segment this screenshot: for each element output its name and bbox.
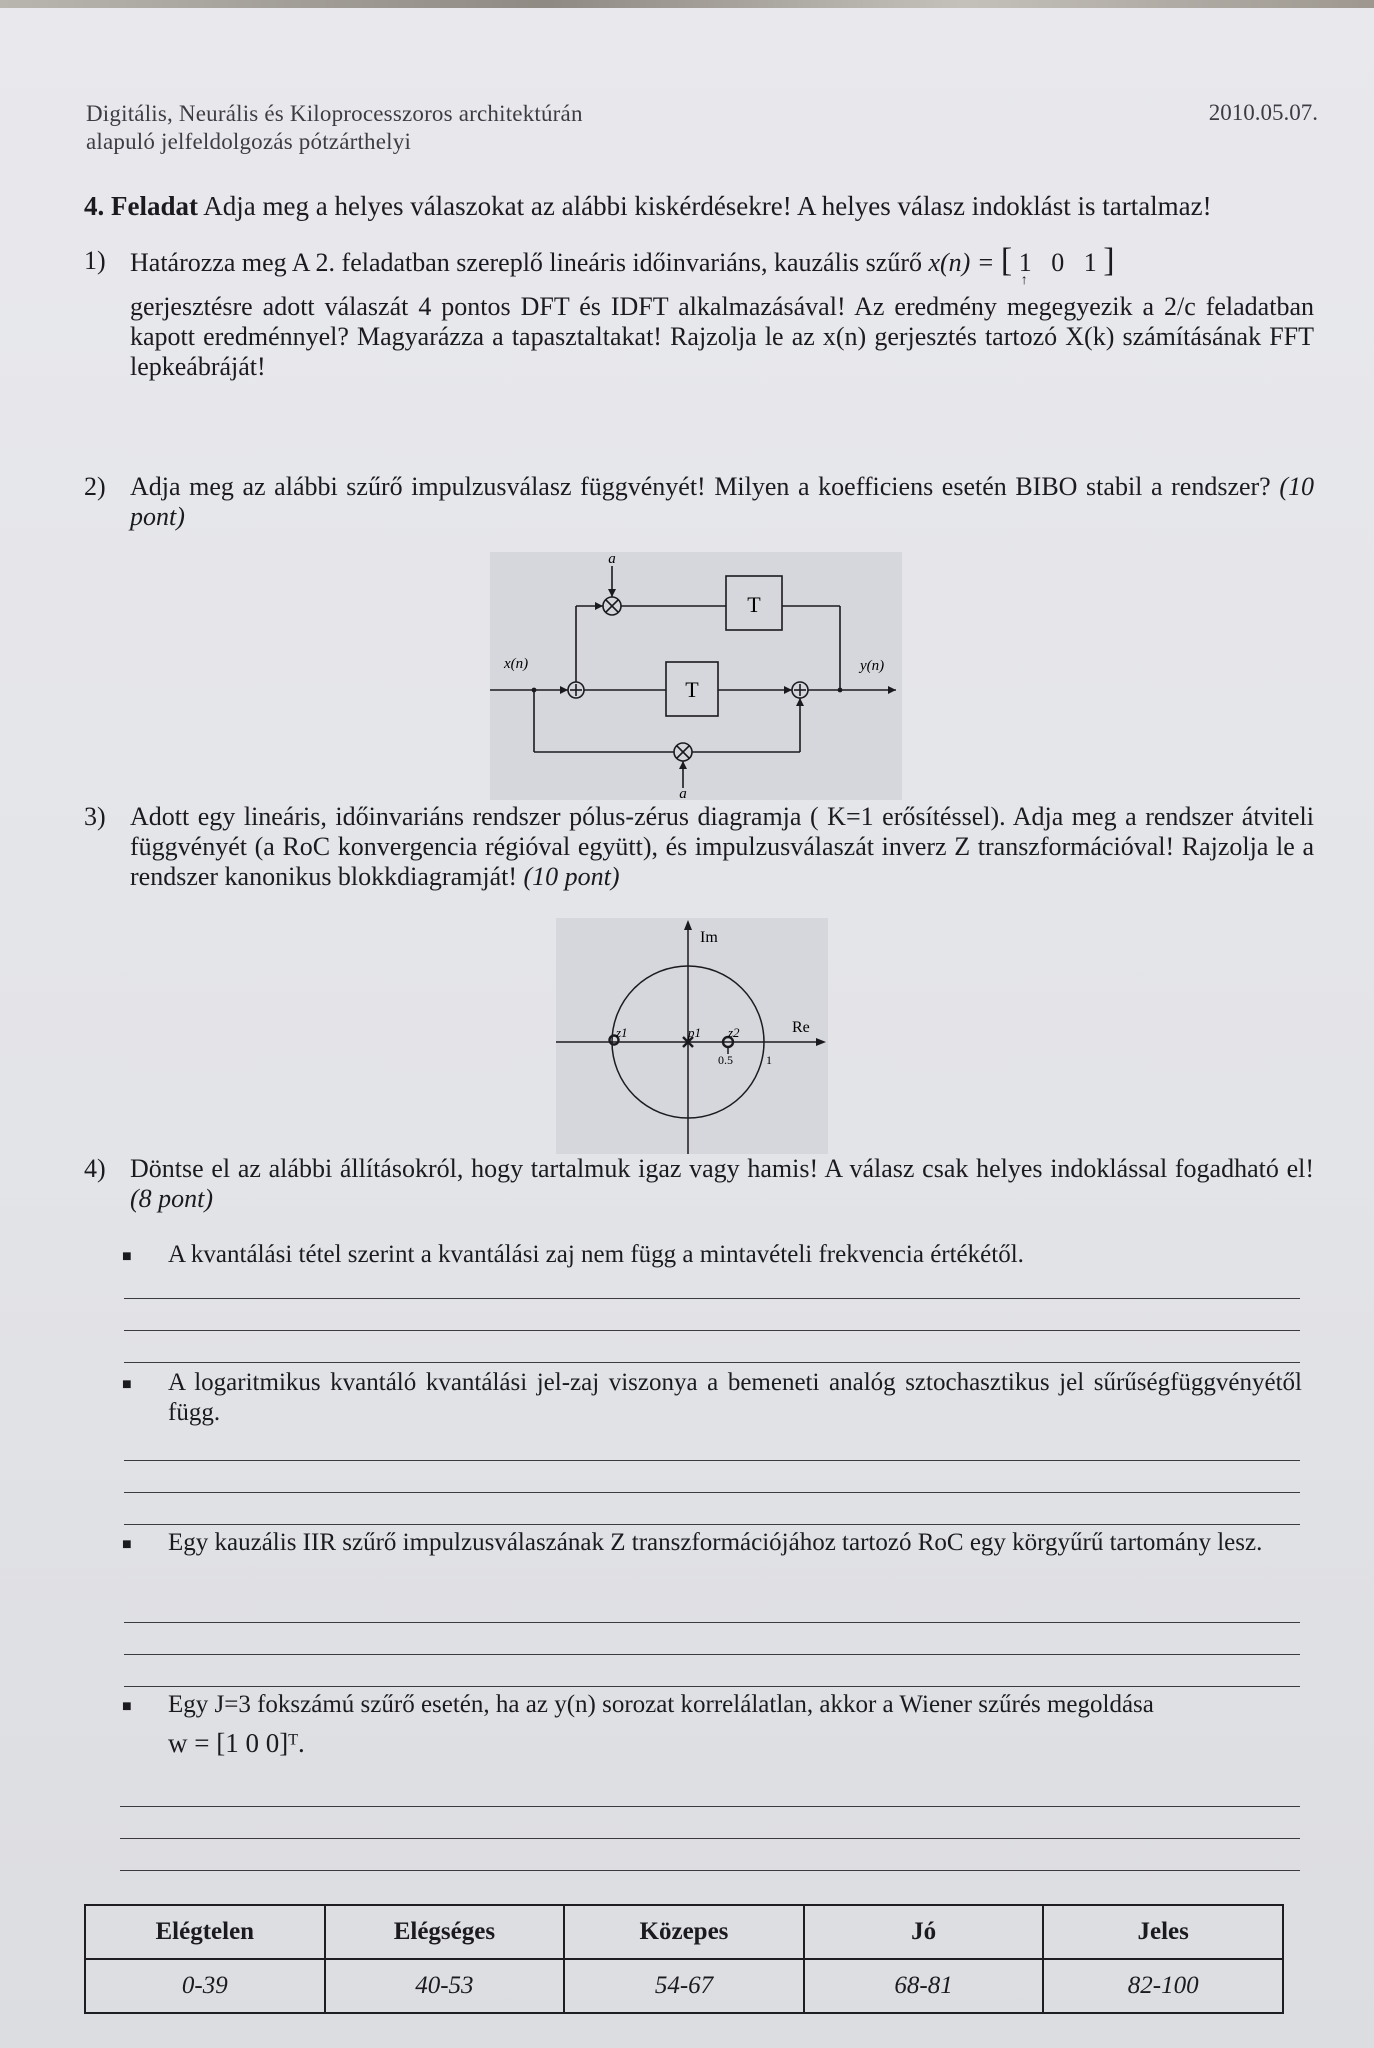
answer-line[interactable] (120, 1806, 1300, 1807)
pole-zero-plot (556, 918, 828, 1154)
course-title-line1: Digitális, Neurális és Kiloprocesszoros architektúrán (86, 101, 583, 126)
grade-range-row (85, 1959, 1283, 2013)
zero-2-label: z2 (728, 1025, 740, 1040)
excitation-vector: x(n) = [ 1 ↑ 0 1 ] (928, 242, 1115, 288)
course-title (86, 100, 846, 156)
tick-1: 1 (766, 1053, 772, 1067)
answer-line[interactable] (124, 1298, 1300, 1299)
grade-header-row (85, 1905, 1283, 1959)
task-heading (84, 190, 1324, 222)
question-2-points: (10 pont) (130, 472, 1314, 531)
statement-4-text: Egy J=3 fokszámú szűrő esetén, ha az y(n) sorozat korrelálatlan, akkor a Wiener szűrés megoldása (168, 1691, 1154, 1718)
vector-value-0: 1 (1018, 248, 1032, 277)
task-instruction: Adja meg a helyes válaszokat az alábbi kiskérdésekre! A helyes válasz indoklást is tartalmaz! (203, 191, 1212, 221)
answer-line[interactable] (120, 1870, 1300, 1871)
wiener-formula: w = [1 0 0]ᵀ. (168, 1728, 305, 1758)
filter-block-diagram (490, 552, 902, 800)
vector-value-1: 0 (1051, 248, 1065, 277)
re-axis-label: Re (792, 1019, 810, 1036)
exam-date: 2010.05.07. (1208, 100, 1318, 125)
answer-line[interactable] (124, 1492, 1300, 1493)
bullet-icon: ■ (122, 1536, 132, 1553)
question-2 (84, 472, 1314, 532)
question-3-points: (10 pont) (523, 862, 620, 891)
output-label: y(n) (860, 658, 885, 674)
grade-header: Jeles (1043, 1905, 1283, 1959)
pole-1-label: p1 (688, 1025, 701, 1040)
question-4-text: Döntse el az alábbi állításokról, hogy tartalmuk igaz vagy hamis! A válasz csak helyes indoklással fogadható el! (130, 1154, 1314, 1183)
grade-header: Jó (804, 1905, 1044, 1959)
statement-2 (122, 1368, 1302, 1428)
grade-range: 68-81 (804, 1959, 1044, 2013)
question-2-number: 2) (84, 472, 106, 501)
statement-4 (122, 1690, 1302, 1758)
bullet-icon: ■ (122, 1376, 132, 1393)
im-axis-label: Im (700, 929, 718, 946)
grade-range: 0-39 (85, 1959, 325, 2013)
statement-2-text: A logaritmikus kvantáló kvantálási jel-zaj viszonya a bemeneti analóg sztochasztikus jel sűrűségfüggvényétől függ. (168, 1369, 1302, 1426)
question-3-number: 3) (84, 802, 106, 831)
grade-header: Elégtelen (85, 1905, 325, 1959)
tick-0-5: 0.5 (718, 1053, 733, 1067)
statement-3 (122, 1528, 1302, 1558)
answer-line[interactable] (124, 1654, 1300, 1655)
zero-1-label: z1 (616, 1025, 628, 1040)
course-title-line2: alapuló jelfeldolgozás pótzárthelyi (86, 129, 412, 154)
question-4 (84, 1154, 1314, 1214)
grade-header: Elégséges (325, 1905, 565, 1959)
statement-1 (122, 1240, 1302, 1270)
question-1-text-a: Határozza meg A 2. feladatban szereplő lineáris időinvariáns, kauzális szűrő (130, 248, 922, 277)
grade-range: 54-67 (564, 1959, 804, 2013)
question-2-text: Adja meg az alábbi szűrő impulzusválasz függvényét! Milyen a koefficiens esetén BIBO stabil a rendszer? (130, 472, 1271, 501)
grade-range: 82-100 (1043, 1959, 1283, 2013)
delay-label-main: T (685, 677, 699, 702)
grade-table (84, 1904, 1284, 2014)
answer-line[interactable] (120, 1838, 1300, 1839)
bullet-icon: ■ (122, 1248, 132, 1265)
question-1-text-b: gerjesztésre adott válaszát 4 pontos DFT és IDFT alkalmazásával! Az eredmény megegyezik a 2/c feladatban kapott eredménnyel? Magyarázza a tapasztaltakat! Rajzolja le az x(n) gerjesztés tartozó X(k) számításának FFT lepkeábráját! (130, 292, 1314, 381)
coef-label-bottom: a (679, 786, 687, 800)
answer-line[interactable] (124, 1460, 1300, 1461)
question-3-text: Adott egy lineáris, időinvariáns rendszer pólus-zérus diagramja ( K=1 erősítéssel). Adja meg a rendszer átviteli függvényét (a RoC konvergencia régióval együtt), és impulzusválaszát inverz Z transzformációval! Rajzolja le a rendszer kanonikus blokkdiagramját! (130, 802, 1314, 891)
delay-label-top: T (747, 592, 761, 617)
question-4-points: (8 pont) (130, 1184, 214, 1213)
answer-line[interactable] (124, 1362, 1300, 1363)
question-3 (84, 802, 1314, 892)
coef-label-top: a (608, 552, 616, 567)
vector-value-2: 1 (1083, 248, 1097, 277)
question-1 (84, 242, 1314, 382)
answer-line[interactable] (124, 1330, 1300, 1331)
grade-range: 40-53 (325, 1959, 565, 2013)
vector-label: x(n) = (928, 248, 995, 277)
question-4-number: 4) (84, 1154, 106, 1183)
grade-header: Közepes (564, 1905, 804, 1959)
statement-3-text: Egy kauzális IIR szűrő impulzusválaszának Z transzformációjához tartozó RoC egy körgyűrű tartomány lesz. (168, 1529, 1263, 1556)
question-1-number: 1) (84, 246, 106, 275)
task-label: 4. Feladat (84, 191, 198, 221)
statement-1-text: A kvantálási tétel szerint a kvantálási zaj nem függ a mintavételi frekvencia értékétől. (168, 1241, 1024, 1268)
answer-line[interactable] (124, 1622, 1300, 1623)
answer-line[interactable] (124, 1686, 1300, 1687)
input-label: x(n) (504, 656, 529, 672)
answer-line[interactable] (124, 1524, 1300, 1525)
page-top-edge (0, 0, 1374, 8)
bullet-icon: ■ (122, 1698, 132, 1715)
